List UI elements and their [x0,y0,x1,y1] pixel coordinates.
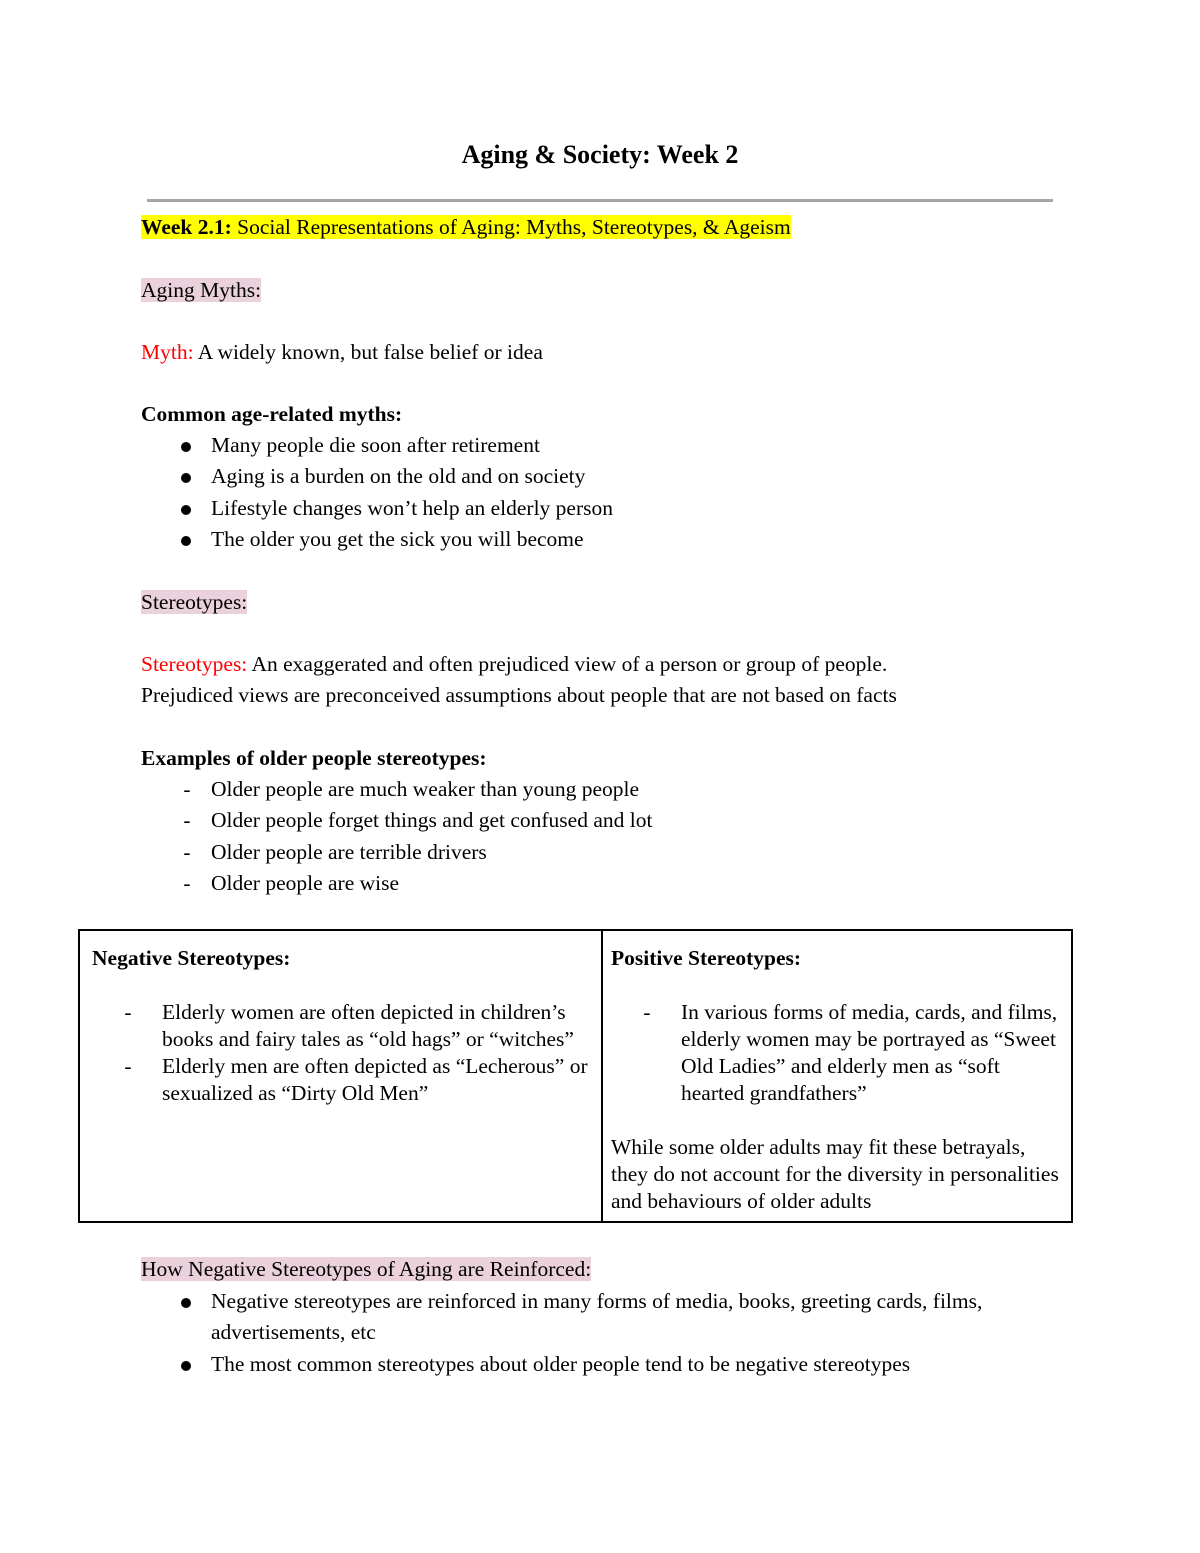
bullet-icon [181,442,191,452]
week-topic: Social Representations of Aging: Myths, Stereotypes, & Ageism [231,215,791,239]
list-item: - Elderly women are often depicted in children’s books and fairy tales as “old hags” or “witches” [92,999,589,1053]
aging-myths-heading: Aging Myths: [141,278,262,302]
myth-term: Myth: [141,340,194,364]
bullet-icon [181,536,191,546]
list-item: Lifestyle changes won’t help an elderly person [141,493,613,524]
common-myths-list [141,430,613,555]
positive-stereotypes-heading: Positive Stereotypes: [611,946,802,970]
week-label: Week 2.1: [141,215,232,239]
examples-heading: Examples of older people stereotypes: [141,746,487,770]
list-item: - Elderly men are often depicted as “Lecherous” or sexualized as “Dirty Old Men” [92,1053,589,1107]
positive-stereotypes-cell [603,931,1071,1221]
week-heading [141,212,791,243]
myth-definition [141,337,543,368]
stereotypes-definition-text: An exaggerated and often prejudiced view of a person or group of people. [247,652,888,676]
stereotypes-definition [141,649,887,680]
dash-icon: - [124,1054,132,1078]
bullet-icon [181,473,191,483]
stereotypes-term: Stereotypes: [141,652,248,676]
common-myths-heading: Common age-related myths: [141,402,403,426]
list-item: The older you get the sick you will become [141,524,613,555]
dash-icon: - [183,839,191,864]
list-item: Aging is a burden on the old and on society [141,461,613,492]
title-divider [147,199,1053,202]
negative-stereotypes-cell [80,931,603,1221]
bullet-icon [181,1298,191,1308]
negative-stereotypes-heading: Negative Stereotypes: [92,946,291,970]
dash-icon: - [183,777,191,801]
dash-icon: - [183,808,191,833]
dash-icon: - [643,1000,651,1024]
list-item: - Older people are much weaker than young people [141,774,652,805]
myth-definition-text: A widely known, but false belief or idea [193,340,543,364]
stereotypes-table [78,929,1073,1223]
list-item: Negative stereotypes are reinforced in many forms of media, books, greeting cards, films, advertisements, etc [141,1286,1101,1349]
list-item: - Older people forget things and get confused and lot [141,805,652,836]
list-item: Many people die soon after retirement [141,430,613,461]
list-item: The most common stereotypes about older people tend to be negative stereotypes [141,1349,1101,1380]
stereotypes-heading: Stereotypes: [141,590,248,614]
reinforced-heading: How Negative Stereotypes of Aging are Reinforced: [141,1257,592,1281]
negative-stereotypes-list [92,999,589,1107]
list-item: - In various forms of media, cards, and films, elderly women may be portrayed as “Sweet Old Ladies” and elderly men as “soft hearted grandfathers” [611,999,1059,1107]
dash-icon: - [183,870,191,895]
list-item: - Older people are terrible drivers [141,837,652,868]
prejudiced-views-line: Prejudiced views are preconceived assumptions about people that are not based on facts [141,683,897,707]
dash-icon: - [124,1000,132,1024]
list-item: - Older people are wise [141,868,652,899]
reinforced-list [141,1286,1101,1380]
bullet-icon [181,1361,191,1371]
positive-stereotypes-list [611,999,1059,1107]
positive-stereotypes-note: While some older adults may fit these betrayals, they do not account for the diversity in personalities and behaviours of older adults [611,1135,1059,1213]
examples-list [141,774,652,899]
bullet-icon [181,505,191,515]
page-title: Aging & Society: Week 2 [461,140,739,169]
